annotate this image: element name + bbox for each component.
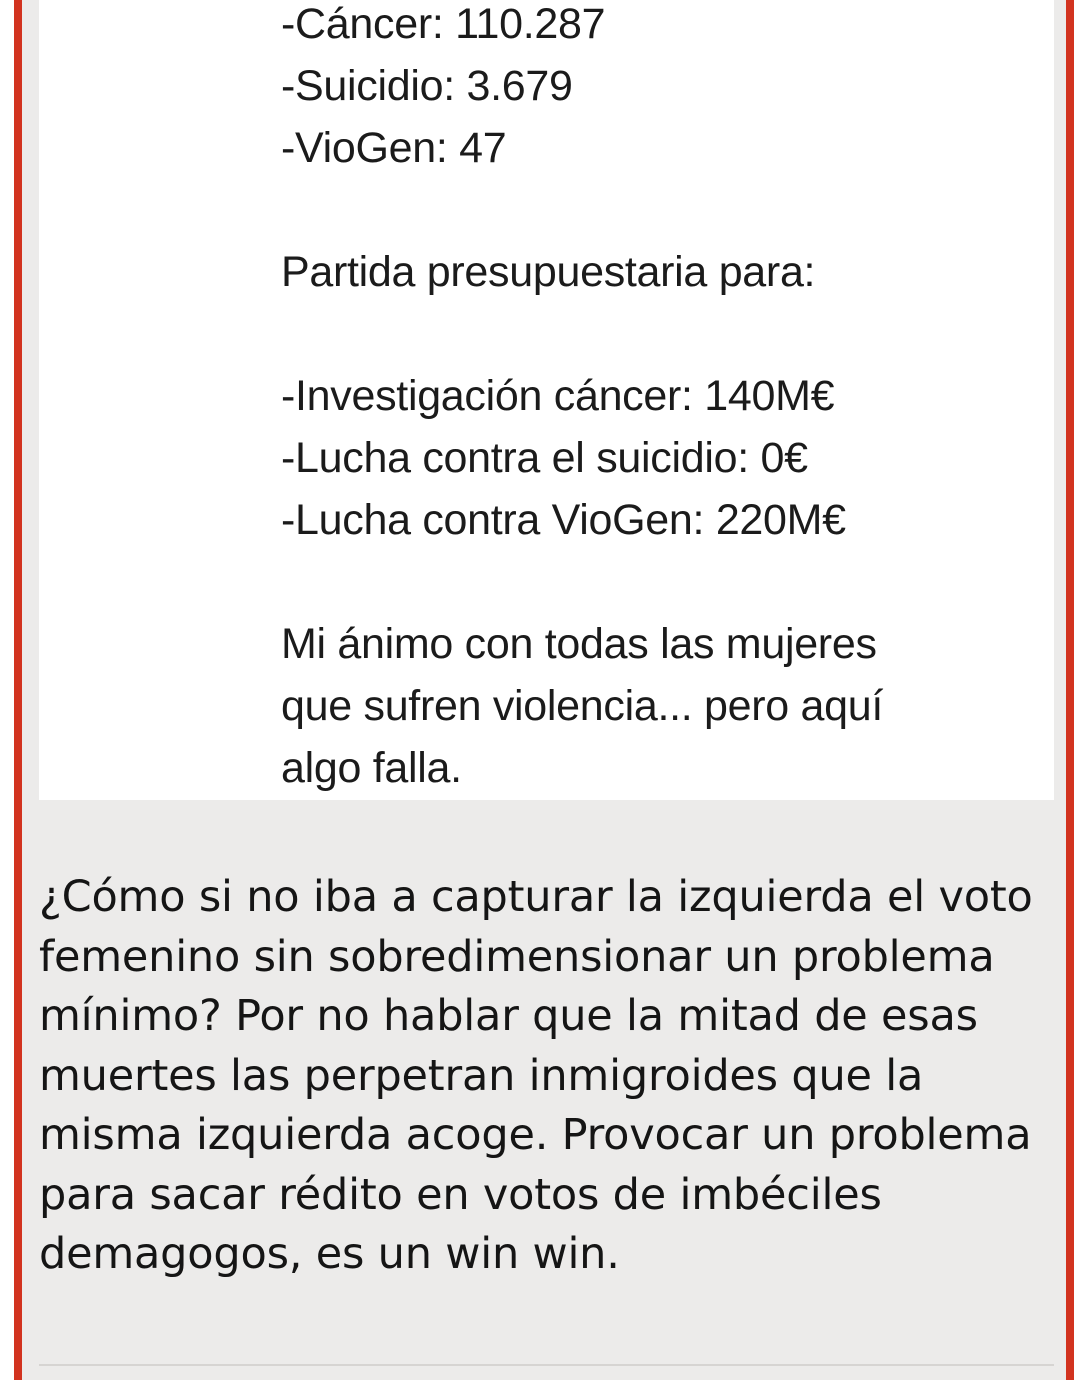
- deaths-line-cancer: -Cáncer: 110.287: [281, 0, 606, 48]
- closing-line-2: que sufren violencia... pero aquí: [281, 682, 884, 730]
- closing-line-1: Mi ánimo con todas las mujeres: [281, 620, 877, 668]
- closing-line-3: algo falla.: [281, 744, 462, 792]
- left-accent-border: [14, 0, 22, 1380]
- right-accent-border: [1066, 0, 1074, 1380]
- comment-card: [22, 0, 1066, 1380]
- comment-body-text: ¿Cómo si no iba a capturar la izquierda el voto femenino sin sobredimensionar un problema mínimo? Por no hablar que la mitad de esas muertes las perpetran inmigroides que la misma izquierda acoge. Provocar un problema para sacar rédito en votos de imbéciles demagogos, es un win win.: [39, 872, 1033, 1279]
- budget-line-viogen: -Lucha contra VioGen: 220M€: [281, 496, 846, 544]
- budget-heading: Partida presupuestaria para:: [281, 248, 816, 296]
- deaths-line-suicide: -Suicidio: 3.679: [281, 62, 573, 110]
- embedded-screenshot-image[interactable]: [39, 0, 1054, 800]
- budget-line-cancer: -Investigación cáncer: 140M€: [281, 372, 835, 420]
- comment-divider: [39, 1364, 1054, 1366]
- deaths-line-viogen: -VioGen: 47: [281, 124, 507, 172]
- budget-line-suicide: -Lucha contra el suicidio: 0€: [281, 434, 808, 482]
